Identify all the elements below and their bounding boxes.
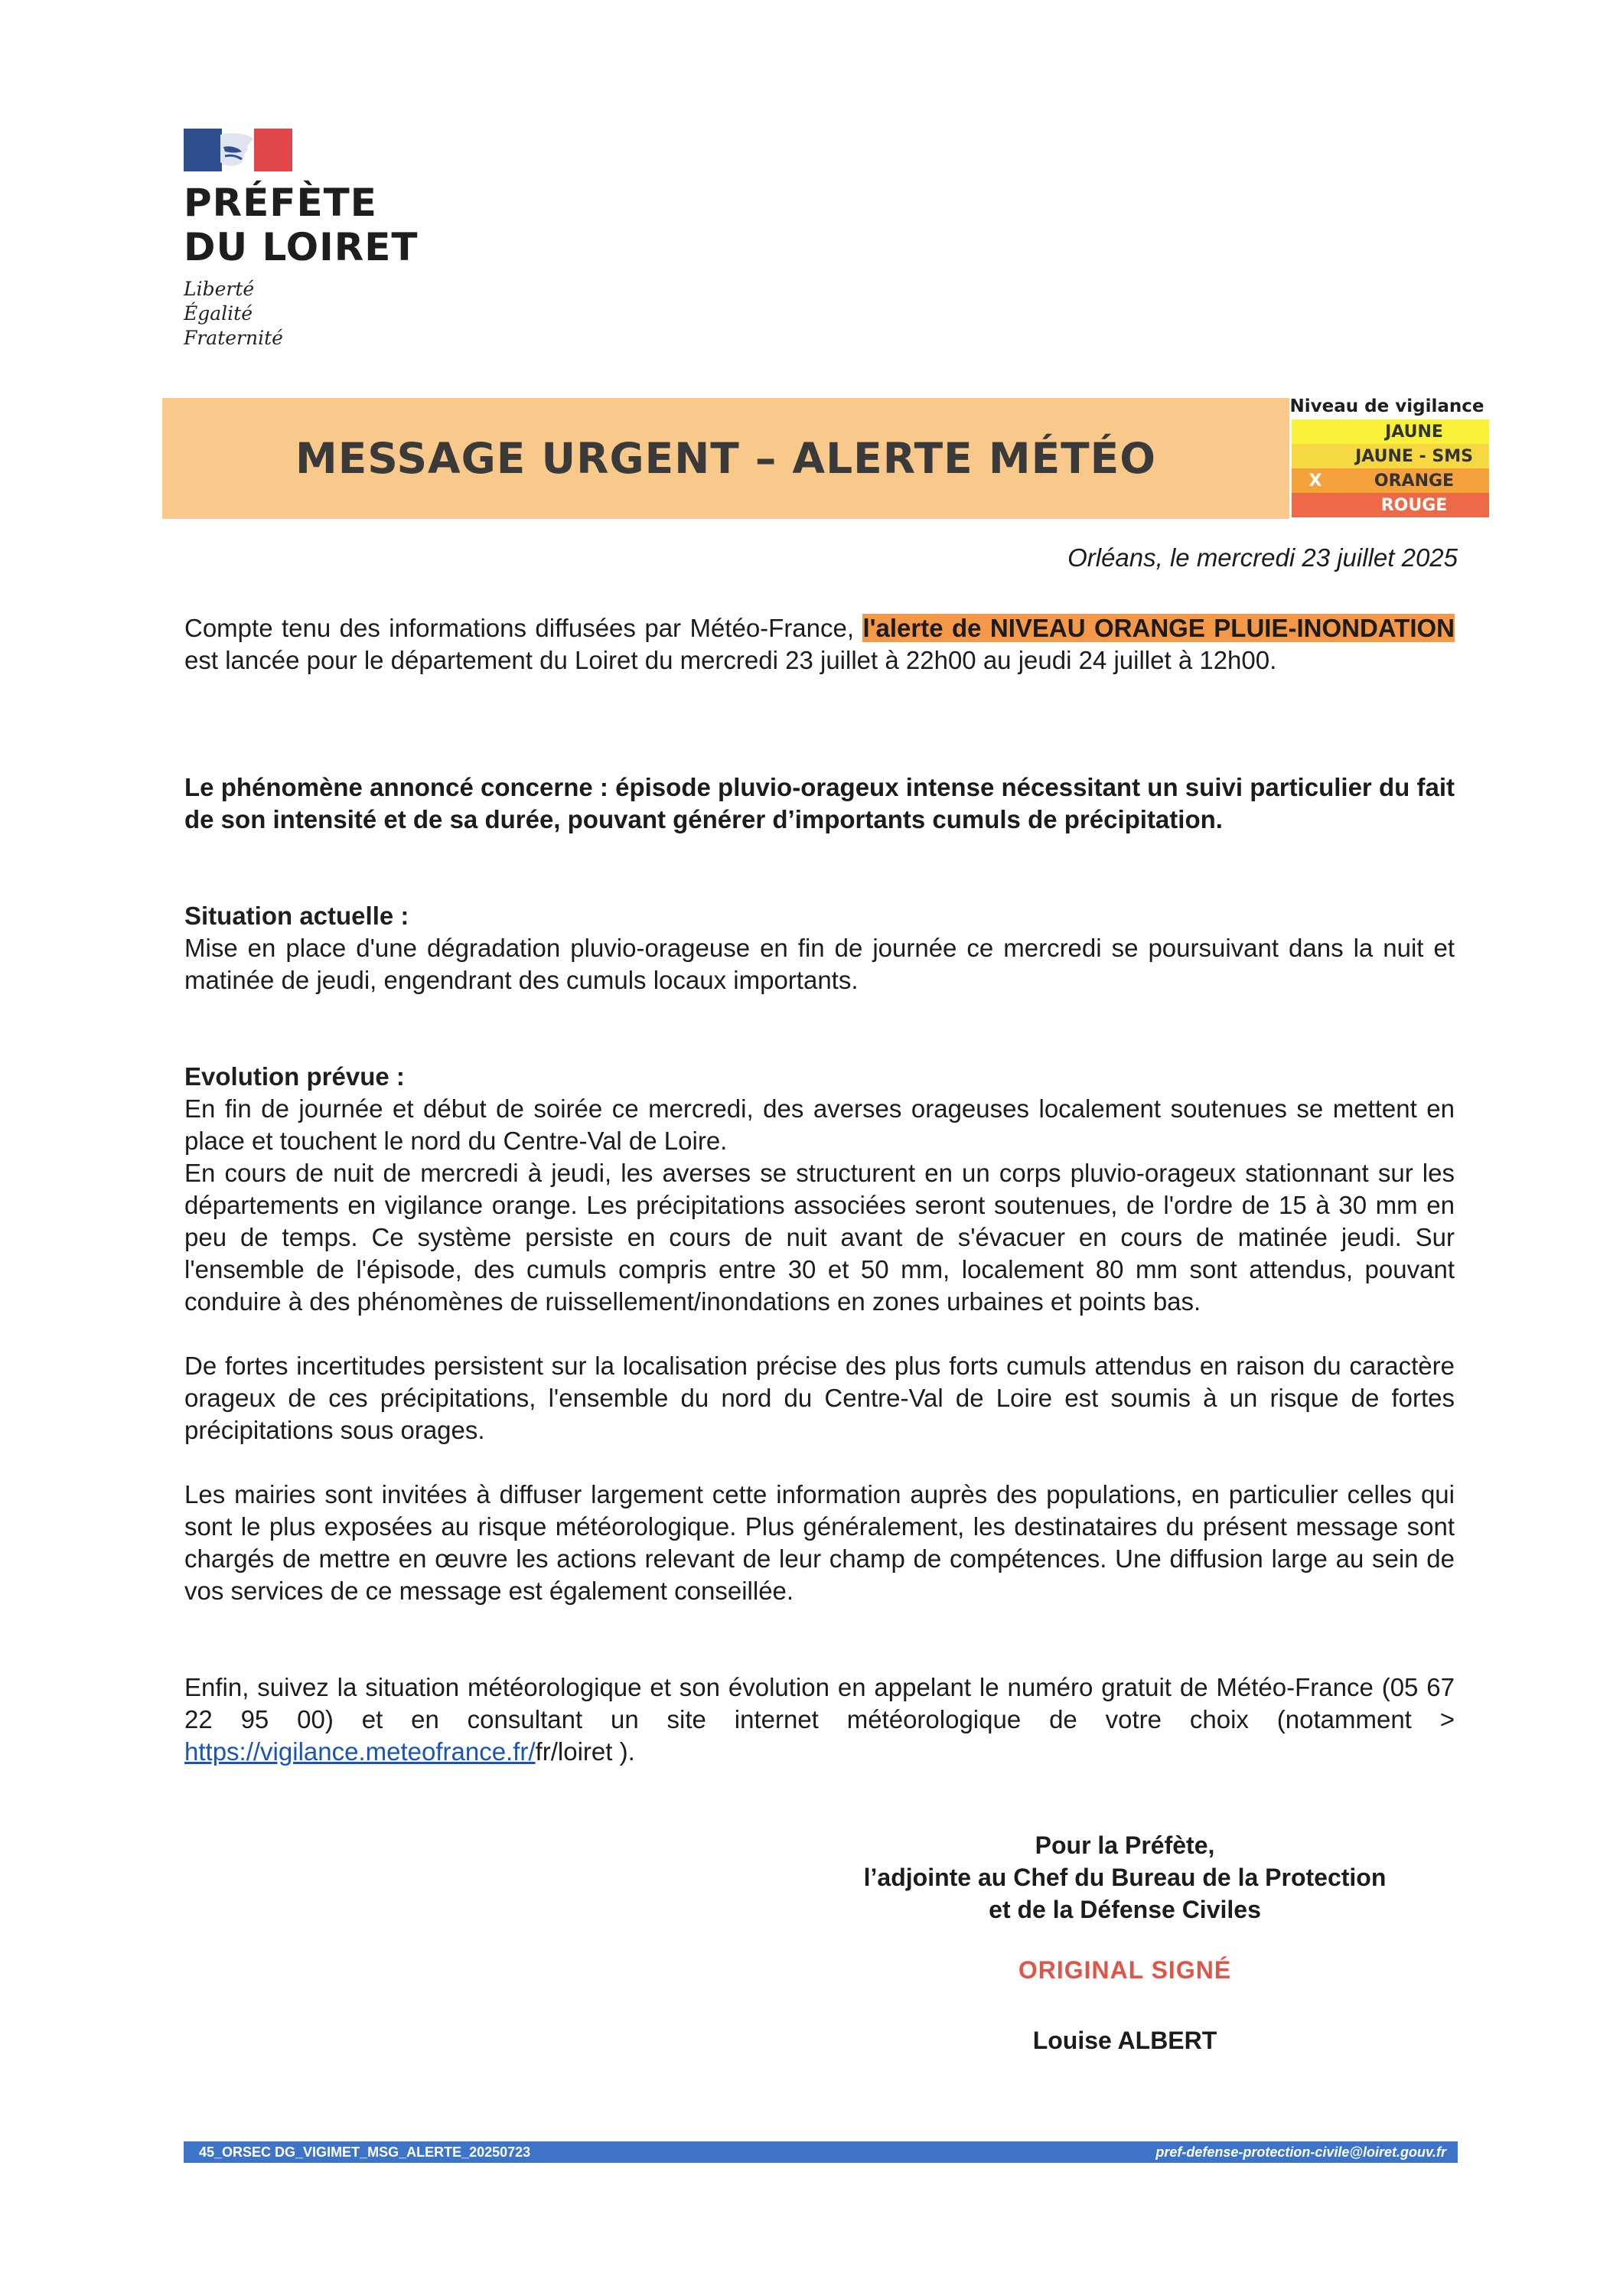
page-title: MESSAGE URGENT – ALERTE MÉTÉO [295, 434, 1156, 483]
footer-email[interactable]: pref-defense-protection-civile@loiret.gouv.fr [1155, 2144, 1446, 2160]
closing-text-before: Enfin, suivez la situation météorologique et son évolution en appelant le numéro gratuit de Météo-France (05 67 22 95 00) et en consultant un site internet météorologique de votre choix (notamment > [184, 1673, 1455, 1733]
motto [184, 277, 283, 351]
footer-reference: 45_ORSEC DG_VIGIMET_MSG_ALERTE_20250723 [199, 2144, 531, 2160]
situation-paragraph: Mise en place d'une dégradation pluvio-orageuse en fin de journée ce mercredi se poursuivant dans la nuit et matinée de jeudi, engendrant des cumuls locaux importants. [184, 934, 1455, 994]
signer-name: Louise ALBERT [1032, 2027, 1217, 2054]
vigilance-label: ORANGE [1374, 471, 1455, 491]
vigilance-link[interactable]: https://vigilance.meteofrance.fr/ [184, 1737, 536, 1766]
org-name-line1: PRÉFÈTE [184, 181, 377, 225]
org-name-line2: DU LOIRET [184, 225, 419, 269]
vigilance-label: ROUGE [1380, 495, 1448, 515]
vigilance-row-jaune-sms [1292, 444, 1489, 468]
alert-highlight: l'alerte de NIVEAU ORANGE PLUIE-INONDATION [862, 614, 1455, 642]
vigilance-row-jaune [1292, 419, 1489, 444]
signature-line3: et de la Défense Civiles [989, 1896, 1261, 1923]
intro-paragraph [184, 612, 1455, 677]
vigilance-label: JAUNE [1385, 422, 1443, 442]
motto-egalite: Égalité [184, 302, 253, 325]
mairies-paragraph: Les mairies sont invitées à diffuser largement cette information auprès des populations, en particulier celles qui sont le plus exposées au risque météorologique. Plus généralement, les destinataires du présent message sont chargés de mettre en œuvre les actions relevant de leur champ de compétences. Une diffusion large au sein de vos services de ce message est également conseillée. [184, 1480, 1455, 1605]
closing-text-after: ). [612, 1737, 635, 1766]
vigilance-title: Niveau de vigilance [1289, 396, 1484, 416]
situation-heading: Situation actuelle : [184, 902, 409, 930]
closing-paragraph [184, 1671, 1455, 1768]
evolution-paragraph-2: En cours de nuit de mercredi à jeudi, les averses se structurent en un corps pluvio-orageux stationnant sur les départements en vigilance orange. Les précipitations associées seront soutenues, de l'ordre de 15 à 30 mm en peu de temps. Ce système persiste en cours de nuit avant de s'évacuer en cours de matinée jeudi. Sur l'ensemble de l'épisode, des cumuls compris entre 30 et 50 mm, localement 80 mm sont attendus, pouvant conduire à des phénomènes de ruissellement/inondations en zones urbaines et points bas. [184, 1159, 1455, 1316]
vigilance-row-orange [1292, 468, 1489, 493]
vigilance-table [1292, 419, 1489, 517]
vigilance-label: JAUNE - SMS [1355, 446, 1473, 466]
intro-text-before: Compte tenu des informations diffusées par Météo-France, [184, 614, 863, 642]
org-name [184, 181, 418, 269]
signature-line1: Pour la Préfète, [1035, 1831, 1215, 1859]
phenomenon-paragraph: Le phénomène annoncé concerne : épisode pluvio-orageux intense nécessitant un suivi particulier du fait de son intensité et de sa durée, pouvant générer d’importants cumuls de précipitation. [184, 773, 1455, 833]
motto-liberte: Liberté [184, 278, 255, 300]
vigilance-row-rouge [1292, 493, 1489, 517]
closing-link-suffix: fr/loiret [535, 1737, 613, 1766]
vigilance-mark: X [1309, 471, 1322, 491]
evolution-paragraph-1: En fin de journée et début de soirée ce mercredi, des averses orageuses localement soutenues se mettent en place et touchent le nord du Centre-Val de Loire. [184, 1094, 1455, 1155]
evolution-paragraph-3: De fortes incertitudes persistent sur la localisation précise des plus forts cumuls attendus en raison du caractère orageux de ces précipitations, l'ensemble du nord du Centre-Val de Loire est soumis à un risque de fortes précipitations sous orages. [184, 1352, 1455, 1444]
signature-line2: l’adjointe au Chef du Bureau de la Protection [863, 1864, 1387, 1891]
intro-text-after: est lancée pour le département du Loiret du mercredi 23 juillet à 22h00 au jeudi 24 juillet à 12h00. [184, 646, 1277, 674]
original-signed: ORIGINAL SIGNÉ [1018, 1956, 1232, 1984]
motto-fraternite: Fraternité [184, 327, 283, 349]
republic-logo-icon [184, 129, 292, 171]
date-line: Orléans, le mercredi 23 juillet 2025 [1067, 543, 1458, 572]
evolution-heading: Evolution prévue : [184, 1062, 405, 1091]
signature-block [826, 1829, 1423, 1926]
